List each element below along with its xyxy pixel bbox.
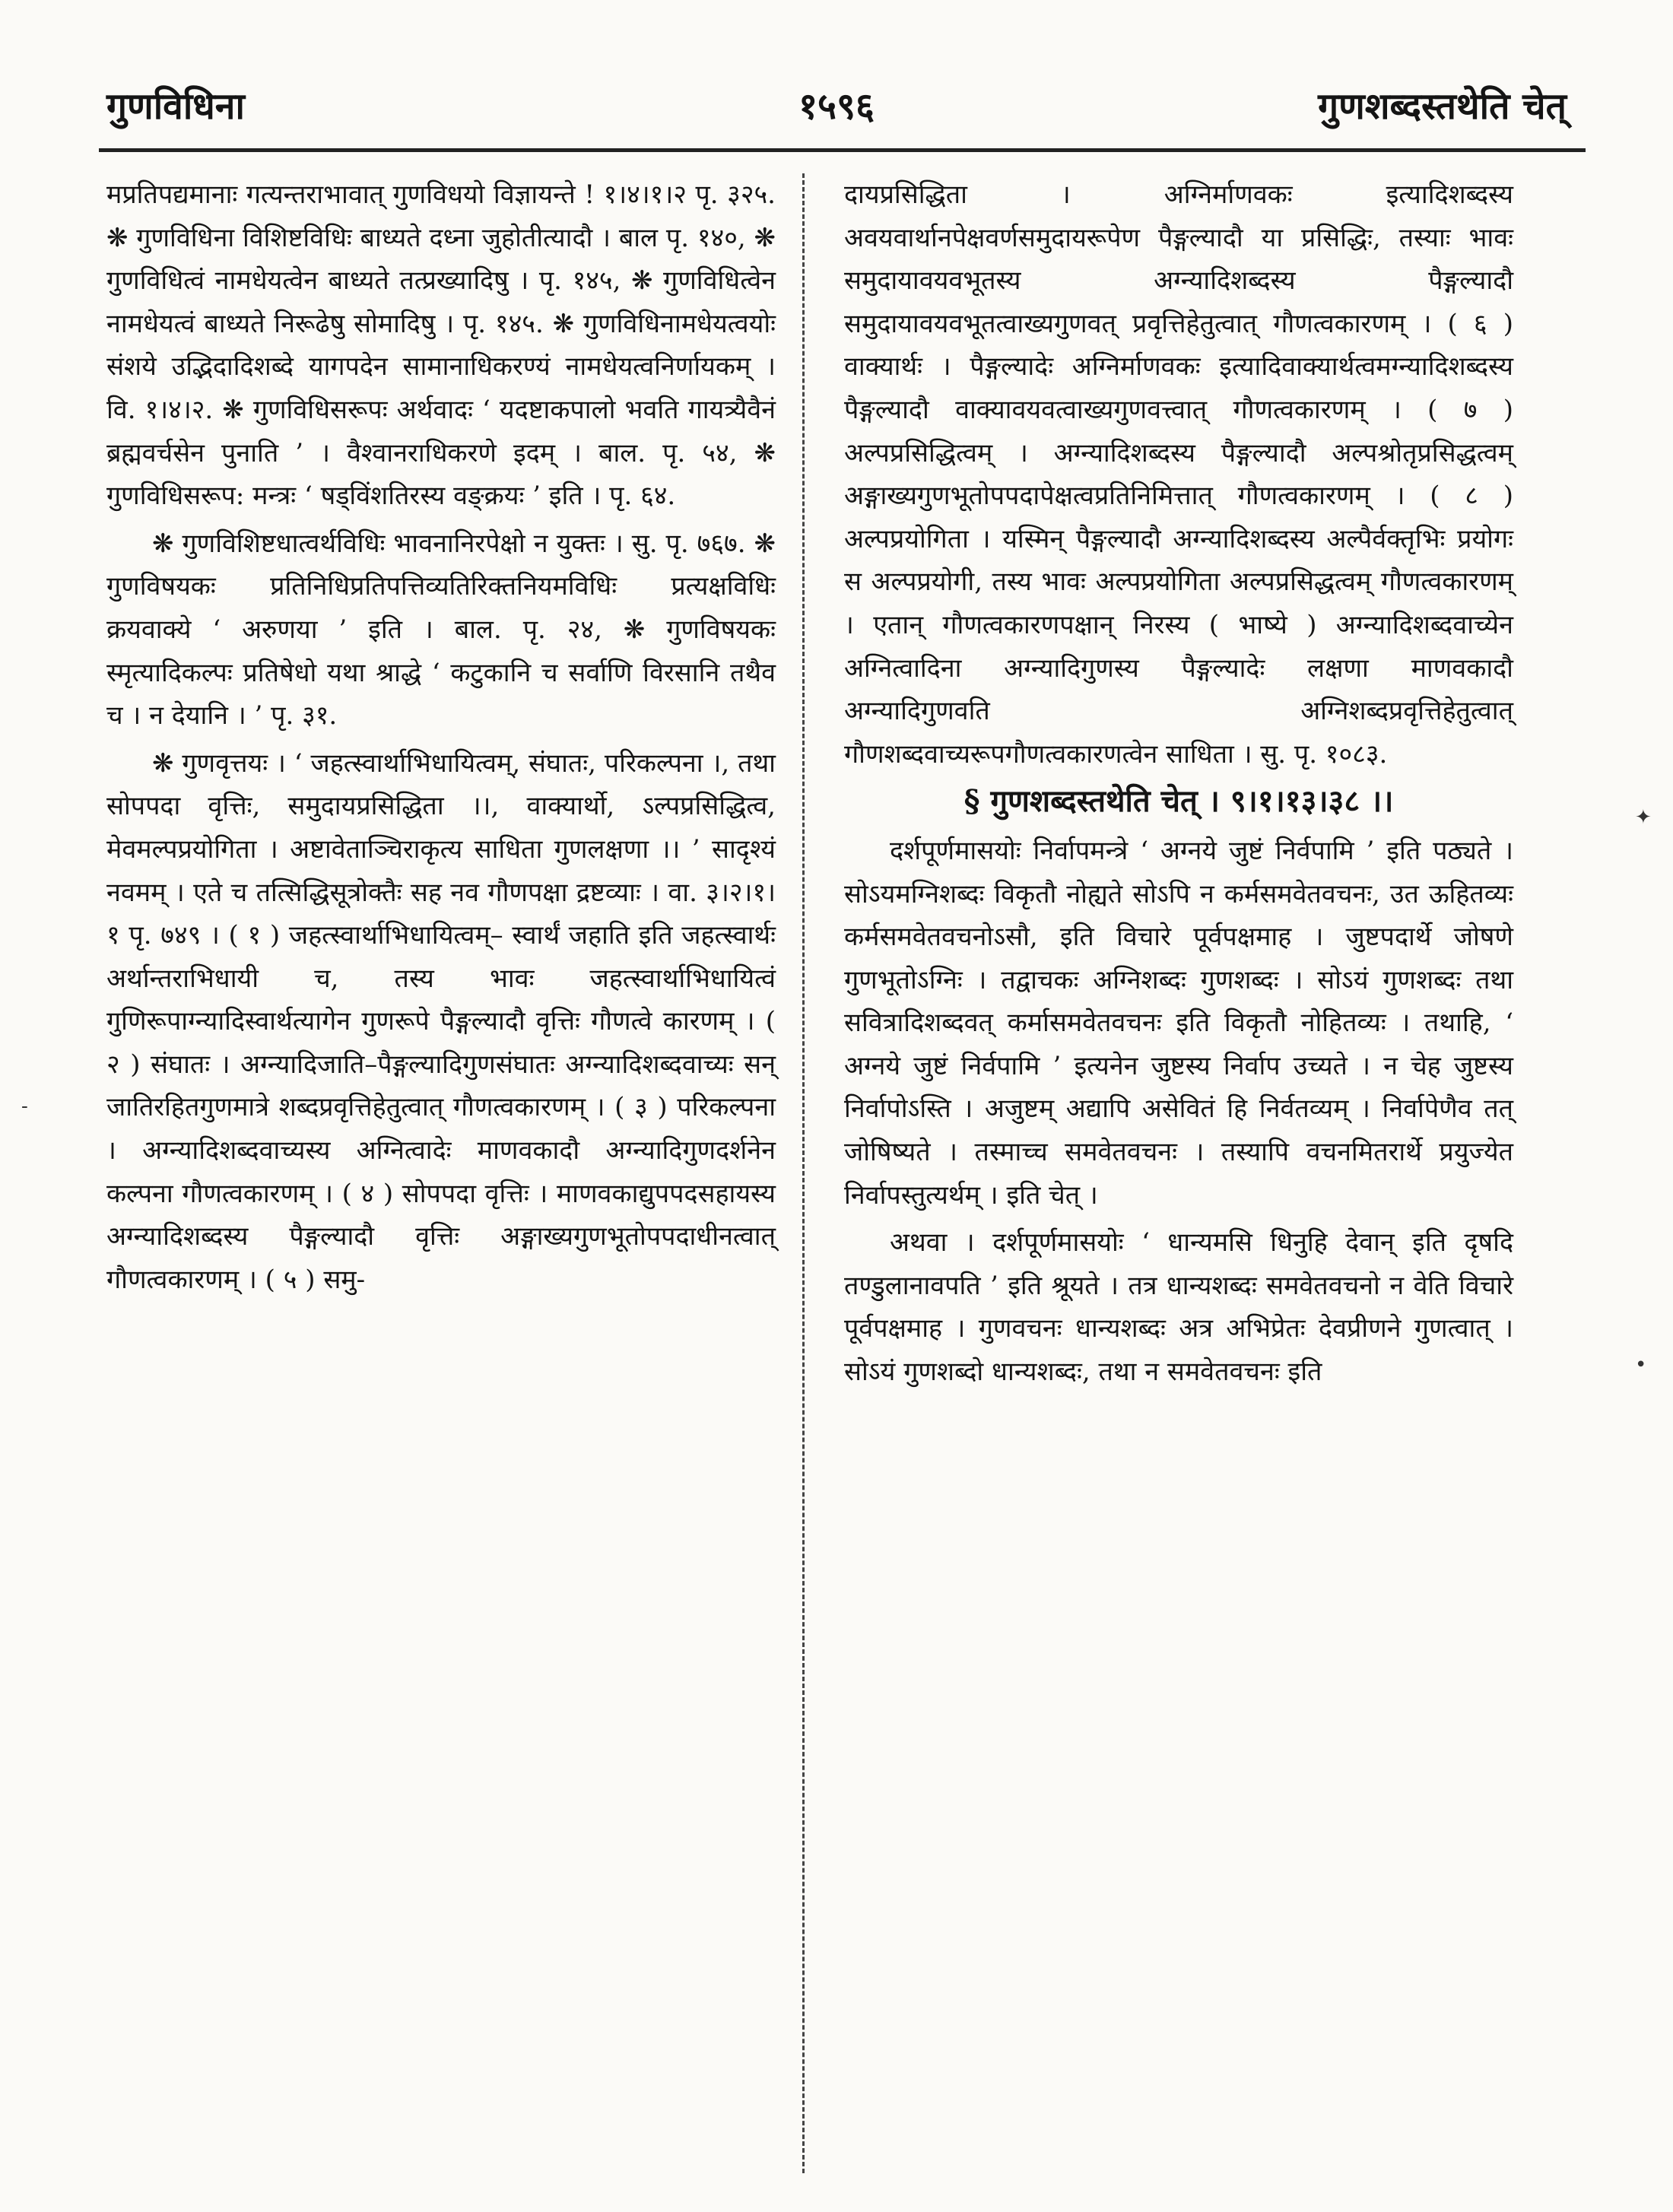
margin-mark-right-2: • xyxy=(1635,1354,1647,1376)
column-divider xyxy=(802,173,807,2173)
left-paragraph-1: मप्रतिपद्यमानाः गत्यन्तराभावात् गुणविधयो विज्ञायन्ते ! १।४।१।२ पृ. ३२५. ❋ गुणविधिना विशिष्टविधिः बाध्यते दध्ना जुहोतीत्यादौ । बाल पृ. १४०, ❋ गुणविधित्वं नामधेयत्वेन बाध्यते तत्प्रख्यादिषु । पृ. १४५, ❋ गुणविधित्वेन नामधेयत्वं बाध्यते निरूढेषु सोमादिषु । पृ. १४५. ❋ गुणविधिनामधेयत्वयोः संशये उद्भिदादिशब्दे यागपदेन सामानाधिकरण्यं नामधेयत्वनिर्णायकम् । वि. १।४।२. ❋ गुणविधिसरूपः अर्थवादः ‘ यदष्टाकपालो भवति गायत्र्यैवैनं ब्रह्मवर्चसेन पुनाति ’ । वैश्वानराधिकरणे इदम् । बाल. पृ. ५४, ❋ गुणविधिसरूप: मन्त्रः ‘ षड्विंशतिरस्य वङ्क्रयः ’ इति । पृ. ६४. xyxy=(106,179,776,512)
left-column xyxy=(106,173,776,1306)
margin-mark-right-1: ✦ xyxy=(1635,806,1652,829)
header-rule xyxy=(99,148,1586,152)
page-header xyxy=(106,80,1567,133)
right-paragraph-1: दायप्रसिद्धिता । अग्निर्माणवकः इत्यादिशब्दस्य अवयवार्थानपेक्षवर्णसमुदायरूपेण पैङ्गल्यादौ या प्रसिद्धिः, तस्याः भावः समुदायावयवभूतस्य अग्न्यादिशब्दस्य पैङ्गल्यादौ समुदायावयवभूतत्वाख्यगुणवत् प्रवृत्तिहेतुत्वात् गौणत्वकारणम् । ( ६ ) वाक्यार्थः । पैङ्गल्यादेः अग्निर्माणवकः इत्यादिवाक्यार्थत्वमग्न्यादिशब्दस्य पैङ्गल्यादौ वाक्यावयवत्वाख्यगुणवत्त्वात् गौणत्वकारणम् । ( ७ ) अल्पप्रसिद्धित्वम् । अग्न्यादिशब्दस्य पैङ्गल्यादौ अल्पश्रोतृप्रसिद्धत्वम् अङ्गाख्यगुणभूतोपपदापेक्षत्वप्रतिनिमित्तात् गौणत्वकारणम् । ( ८ ) अल्पप्रयोगिता । यस्मिन् पैङ्गल्यादौ अग्न्यादिशब्दस्य अल्पैर्वक्तृभिः प्रयोगः स अल्पप्रयोगी, तस्य भावः अल्पप्रयोगिता अल्पप्रसिद्धत्वम् गौणत्वकारणम् । एतान् गौणत्वकारणपक्षान् निरस्य ( भाष्ये ) अग्न्यादिशब्दवाच्येन अग्नित्वादिना अग्न्यादिगुणस्य पैङ्गल्यादेः लक्षणा माणवकादौ अग्न्यादिगुणवति अग्निशब्दप्रवृत्तिहेतुत्वात् गौणशब्दवाच्यरूपगौणत्वकारणत्वेन साधिता । सु. पृ. १०८३. xyxy=(844,179,1513,770)
header-left-keyword: गुणविधिना xyxy=(106,85,245,128)
margin-mark-left: - xyxy=(21,1095,28,1118)
left-paragraph-3: ❋ गुणवृत्तयः । ‘ जहत्स्वार्थाभिधायित्वम्, संघातः, परिकल्पना ।, तथा सोपपदा वृत्तिः, समुदायप्रसिद्धिता ।।, वाक्यार्थो, ऽल्पप्रसिद्धित्व, मेवमल्पप्रयोगिता । अष्टावेताञ्चिराकृत्य साधिता गुणलक्षणा ।। ’ सादृश्यं नवमम् । एते च तत्सिद्धिसूत्रोक्तैः सह नव गौणपक्षा द्रष्टव्याः । वा. ३।२।१।१ पृ. ७४९ । ( १ ) जहत्स्वार्थाभिधायित्वम्– स्वार्थं जहाति इति जहत्स्वार्थः अर्थान्तराभिधायी च, तस्य भावः जहत्स्वार्थाभिधायित्वं गुणिरूपाग्न्यादिस्वार्थत्यागेन गुणरूपे पैङ्गल्यादौ वृत्तिः गौणत्वे कारणम् । ( २ ) संघातः । अग्न्यादिजाति–पैङ्गल्यादिगुणसंघातः अग्न्यादिशब्दवाच्यः सन् जातिरहितगुणमात्रे शब्दप्रवृत्तिहेतुत्वात् गौणत्वकारणम् । ( ३ ) परिकल्पना । अग्न्यादिशब्दवाच्यस्य अग्नित्वादेः माणवकादौ अग्न्यादिगुणदर्शनेन कल्पना गौणत्वकारणम् । ( ४ ) सोपपदा वृत्तिः । माणवकाद्युपपदसहायस्य अग्न्यादिशब्दस्य पैङ्गल्यादौ वृत्तिः अङ्गाख्यगुणभूतोपपदाधीनत्वात् गौणत्वकारणम् । ( ५ ) समु- xyxy=(106,747,776,1295)
right-column xyxy=(844,173,1513,1398)
left-paragraph-2: ❋ गुणविशिष्टधात्वर्थविधिः भावनानिरपेक्षो न युक्तः । सु. पृ. ७६७. ❋ गुणविषयकः प्रतिनिधिप्रतिपत्तिव्यतिरिक्तनियमविधिः प्रत्यक्षविधिः क्रयवाक्ये ‘ अरुणया ’ इति । बाल. पृ. २४, ❋ गुणविषयकः स्मृत्यादिकल्पः प्रतिषेधो यथा श्राद्धे ‘ कटुकानि च सर्वाणि विरसानि तथैव च । न देयानि । ’ पृ. ३१. xyxy=(106,528,776,732)
header-right-keyword: गुणशब्दस्तथेति चेत् xyxy=(1318,85,1567,128)
right-paragraph-2: दर्शपूर्णमासयोः निर्वापमन्त्रे ‘ अग्नये जुष्टं निर्वपामि ’ इति पठ्यते । सोऽयमग्निशब्दः विकृतौ नोह्यते सोऽपि न कर्मसमवेतवचनः, उत ऊहितव्यः कर्मसमवेतवचनोऽसौ, इति विचारे पूर्वपक्षमाह । जुष्टपदार्थे जोषणे गुणभूतोऽग्निः । तद्वाचकः अग्निशब्दः गुणशब्दः । सोऽयं गुणशब्दः तथा सवित्रादिशब्दवत् कर्मासमवेतवचनः इति विकृतौ नोहितव्यः । तथाहि, ‘ अग्नये जुष्टं निर्वपामि ’ इत्यनेन जुष्टस्य निर्वाप उच्यते । न चेह जुष्टस्य निर्वापोऽस्ति । अजुष्टम् अद्यापि असेवितं हि निर्वतव्यम् । निर्वापेणैव तत् जोषिष्यते । तस्माच्च समवेतवचनः । तस्यापि वचनमितरार्थे प्रयुज्येत निर्वापस्तुत्यर्थम् । इति चेत् । xyxy=(844,835,1513,1211)
page-number: १५९६ xyxy=(798,85,875,128)
right-paragraph-3: अथवा । दर्शपूर्णमासयोः ‘ धान्यमसि धिनुहि देवान् इति दृषदि तण्डुलानावपति ’ इति श्रूयते । तत्र धान्यशब्दः समवेतवचनो न वेति विचारे पूर्वपक्षमाह । गुणवचनः धान्यशब्दः अत्र अभिप्रेतः देवप्रीणने गुणत्वात् । सोऽयं गुणशब्दो धान्यशब्दः, तथा न समवेतवचनः इति xyxy=(844,1227,1513,1388)
sutra-heading: § गुणशब्दस्तथेति चेत् । ९।१।१३।३८ ।। xyxy=(963,783,1394,820)
